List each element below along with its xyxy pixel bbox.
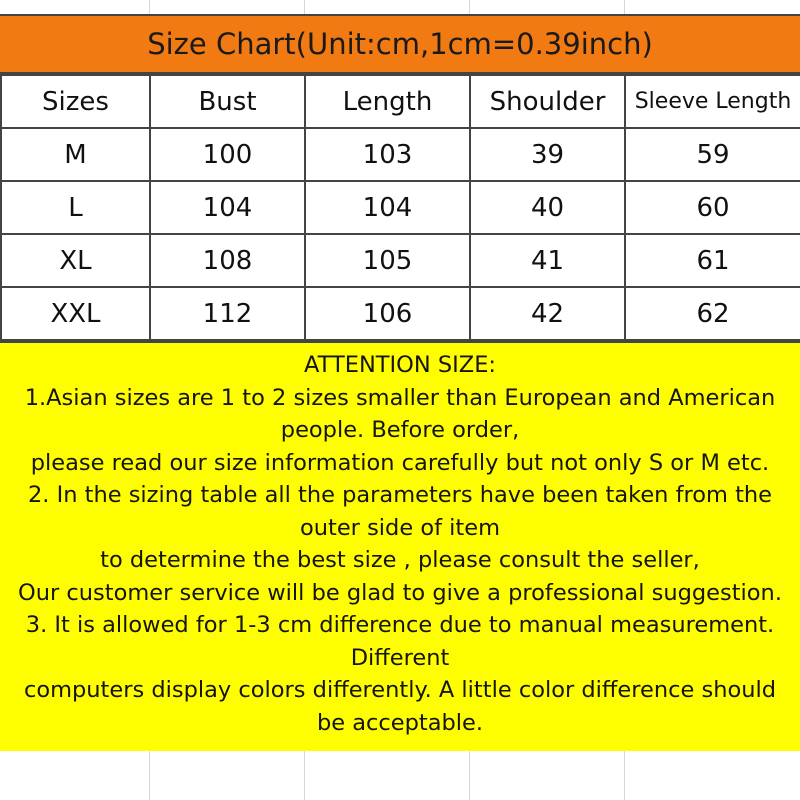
column-header-bust: Bust xyxy=(150,75,305,128)
notice-line: 2. In the sizing table all the parameters have been taken from the xyxy=(27,482,773,508)
column-header-shoulder: Shoulder xyxy=(470,75,625,128)
notice-heading: ATTENTION SIZE: xyxy=(304,352,496,378)
grid-line xyxy=(304,751,305,800)
top-grid-strip xyxy=(0,0,800,14)
attention-notice xyxy=(0,341,800,751)
table-cell: 39 xyxy=(470,128,625,181)
table-header-row xyxy=(1,75,800,128)
grid-line xyxy=(149,0,150,14)
table-cell: 59 xyxy=(625,128,800,181)
table-cell: 42 xyxy=(470,287,625,340)
table-cell: 105 xyxy=(305,234,470,287)
notice-line: Different xyxy=(350,644,450,671)
bottom-grid-strip xyxy=(0,751,800,800)
table-cell: XL xyxy=(1,234,150,287)
column-header-length: Length xyxy=(305,75,470,128)
grid-line xyxy=(624,751,625,800)
table-row xyxy=(1,234,800,287)
table-cell: L xyxy=(1,181,150,234)
notice-line: be acceptable. xyxy=(316,709,484,736)
table-cell: 100 xyxy=(150,128,305,181)
notice-line: to determine the best size , please consult the seller, xyxy=(100,547,700,573)
table-cell: 61 xyxy=(625,234,800,287)
table-cell: 106 xyxy=(305,287,470,340)
table-cell: 104 xyxy=(150,181,305,234)
notice-line: 1.Asian sizes are 1 to 2 sizes smaller than European and American xyxy=(24,384,776,411)
table-cell: 112 xyxy=(150,287,305,340)
table-cell: 108 xyxy=(150,234,305,287)
size-table xyxy=(0,74,800,341)
table-cell: 40 xyxy=(470,181,625,234)
table-cell: 103 xyxy=(305,128,470,181)
notice-line: people. Before order, xyxy=(280,417,520,443)
table-row xyxy=(1,181,800,234)
notice-line: outer side of item xyxy=(299,514,501,541)
table-row xyxy=(1,128,800,181)
column-header-sizes: Sizes xyxy=(1,75,150,128)
table-cell: 104 xyxy=(305,181,470,234)
grid-line xyxy=(469,0,470,14)
notice-line: please read our size information carefully but not only S or M etc. xyxy=(30,449,770,476)
grid-line xyxy=(624,0,625,14)
grid-line xyxy=(149,751,150,800)
grid-line xyxy=(469,751,470,800)
notice-line: computers display colors differently. A little color difference should xyxy=(23,677,777,703)
notice-line: 3. It is allowed for 1-3 cm difference due to manual measurement. xyxy=(25,612,775,638)
column-header-sleeve-length: Sleeve Length xyxy=(625,75,800,128)
size-chart-title: Size Chart(Unit:cm,1cm=0.39inch) xyxy=(0,14,800,74)
table-row xyxy=(1,287,800,340)
notice-line: Our customer service will be glad to give a professional suggestion. xyxy=(18,579,782,606)
table-cell: 41 xyxy=(470,234,625,287)
table-cell: 62 xyxy=(625,287,800,340)
table-cell: 60 xyxy=(625,181,800,234)
grid-line xyxy=(304,0,305,14)
table-cell: XXL xyxy=(1,287,150,340)
table-cell: M xyxy=(1,128,150,181)
